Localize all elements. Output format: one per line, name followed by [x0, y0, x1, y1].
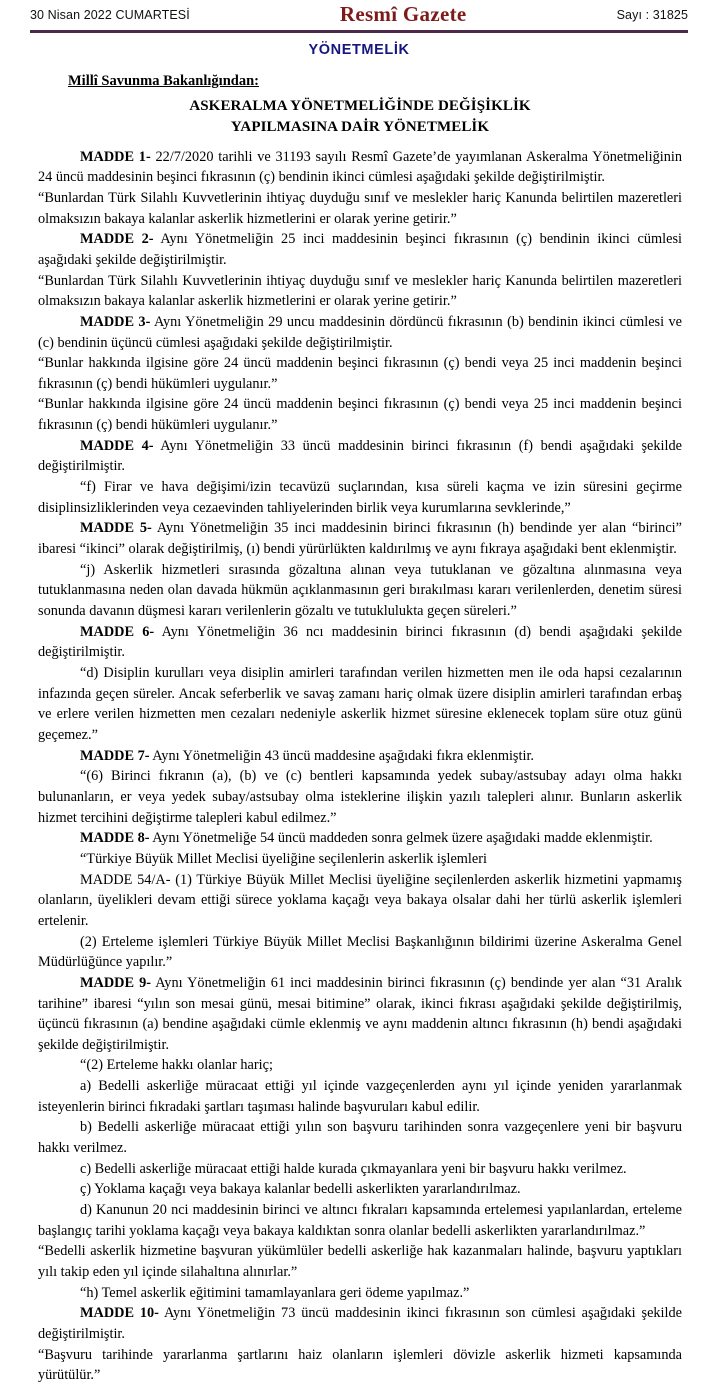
madde-2-label: MADDE 2-: [80, 231, 154, 248]
madde-8: [38, 828, 682, 849]
article-list: [38, 147, 682, 1386]
madde-3-label: MADDE 3-: [80, 313, 151, 330]
madde-3-quote-2: [38, 394, 682, 435]
madde-7-quote: [38, 766, 682, 828]
madde-1-label: MADDE 1-: [80, 148, 151, 165]
madde-54a-1: [38, 870, 682, 932]
issuing-authority: Millî Savunma Bakanlığından:: [68, 73, 259, 89]
madde-9-d-text: d) Kanunun 20 nci maddesinin birinci ve altıncı fıkraları kapsamında ertelemesi yapılanlardan, erteleme başlangıç tarihi yoklama kaçağı veya bakaya kaldıktan sonra olanlar bedelli askerlikten yararlandırılmaz.”: [38, 1202, 682, 1239]
madde-54a-1-text: MADDE 54/A- (1) Türkiye Büyük Millet Meclisi üyeliğine seçilenlerden askerlik hizmetini yapmamış olanların, üyelikleri devam ettiği sürece yoklama kaçağı veya bakaya olsalar dahi her türlü askerlik işlemleri ertelenir.: [38, 871, 682, 929]
madde-9-quote-3: [38, 1241, 682, 1282]
madde-4-quote-text: “f) Firar ve hava değişimi/izin tecavüzü suçlarından, kısa süreli kaçma ve izin süresini geçirme disiplinsizliklerinden veya cezaevinden tahliyelerinden birlik veya kurumlarına sevklerinde,”: [38, 479, 682, 516]
publication-date: 30 Nisan 2022 CUMARTESİ: [30, 7, 190, 22]
madde-54a-2: [38, 932, 682, 973]
madde-9-c-cedilla-text: ç) Yoklama kaçağı veya bakaya kalanlar bedelli askerlikten yararlandırılmaz.: [80, 1181, 521, 1198]
madde-9-c-cedilla: [38, 1179, 682, 1200]
issuer-line: [38, 72, 682, 94]
document-title: [38, 96, 682, 139]
madde-9-a-text: a) Bedelli askerliğe müracaat ettiği yıl içinde vazgeçenlerden aynı yıl içinde yeniden yararlanmak isteyenlerin birinci fıkradaki şartları taşıması halinde başvuruları kabul edilir.: [38, 1078, 682, 1115]
madde-10-label: MADDE 10-: [80, 1305, 159, 1322]
madde-9-d: [38, 1200, 682, 1241]
madde-7: [38, 746, 682, 767]
madde-2-text: Aynı Yönetmeliğin 25 inci maddesinin beşinci fıkrasının (ç) bendinin ikinci cümlesi aşağıdaki şekilde değiştirilmiştir.: [38, 231, 682, 268]
madde-9-label: MADDE 9-: [80, 974, 151, 991]
madde-9-c: [38, 1159, 682, 1180]
madde-10-text: Aynı Yönetmeliğin 73 üncü maddesinin ikinci fıkrasının son cümlesi aşağıdaki şekilde değiştirilmiştir.: [38, 1305, 682, 1342]
madde-8-subtitle: [38, 849, 682, 870]
madde-9-b-text: b) Bedelli askerliğe müracaat ettiği yılın son başvuru tarihinden sonra vazgeçenlere yeni bir başvuru hakkı verilmez.: [38, 1119, 682, 1157]
madde-7-label: MADDE 7-: [80, 747, 150, 764]
madde-4-text: Aynı Yönetmeliğin 33 üncü maddesinin birinci fıkrasının (f) bendi aşağıdaki şekilde değiştirilmiştir.: [38, 437, 682, 475]
madde-6-label: MADDE 6-: [80, 623, 155, 640]
madde-5-label: MADDE 5-: [80, 520, 152, 537]
madde-8-text: Aynı Yönetmeliğe 54 üncü maddeden sonra gelmek üzere aşağıdaki madde eklenmiştir.: [149, 830, 653, 847]
madde-9: [38, 973, 682, 1056]
madde-5-quote: [38, 560, 682, 622]
madde-1: [38, 147, 682, 188]
madde-5: [38, 518, 682, 559]
issue-number: Sayı : 31825: [616, 7, 688, 22]
document-body: [0, 72, 718, 1386]
madde-1-text: 22/7/2020 tarihli ve 31193 sayılı Resmî Gazete’de yayımlanan Askeralma Yönetmeliğinin 24 üncü maddesinin beşinci fıkrasının (ç) bendinin ikinci cümlesi aşağıdaki şekilde değiştirilmiştir.: [38, 148, 682, 186]
madde-2-quote: [38, 271, 682, 312]
madde-6-quote-text: “d) Disiplin kurulları veya disiplin amirleri tarafından verilen hizmetten men ile oda hapsi cezalarının infazında geçen süreler. Ancak seferberlik ve savaş zamanı hariç olmak üzere disiplin amirleri tarafından erbaş ve erlere verilen hizmetten men cezaları nedeniyle askerlik hizmet süresine eklenecek toplam süre otuz günü geçemez.”: [38, 665, 682, 743]
madde-7-text: Aynı Yönetmeliğin 43 üncü maddesine aşağıdaki fıkra eklenmiştir.: [149, 747, 534, 764]
madde-8-subtitle-text: “Türkiye Büyük Millet Meclisi üyeliğine seçilenlerin askerlik işlemleri: [80, 850, 487, 867]
madde-9-h-text: “h) Temel askerlik eğitimini tamamlayanlara geri ödeme yapılmaz.”: [80, 1284, 470, 1301]
madde-9-b: [38, 1117, 682, 1158]
madde-2: [38, 229, 682, 270]
madde-3-text: Aynı Yönetmeliğin 29 uncu maddesinin dördüncü fıkrasının (b) bendinin ikinci cümlesi ve (c) bendinin üçüncü cümlesi aşağıdaki şekilde değiştirilmiştir.: [38, 313, 682, 351]
madde-3: [38, 312, 682, 353]
madde-2-quote-text: “Bunlardan Türk Silahlı Kuvvetlerinin ihtiyaç duyduğu sınıf ve meslekler hariç Kanunda belirtilen mazeretleri olmaksızın bakaya kalanlar askerlik hizmetlerini er olarak yerine getirir.”: [38, 272, 682, 310]
madde-3-quote-1-text: “Bunlar hakkında ilgisine göre 24 üncü maddenin beşinci fıkrasının (ç) bendi veya 25 inci maddenin beşinci fıkrasının (ç) bendi hükümleri uygulanır.”: [38, 355, 682, 392]
madde-4-quote: [38, 477, 682, 518]
section-heading: YÖNETMELİK: [308, 42, 410, 58]
document-title-line-2: YAPILMASINA DAİR YÖNETMELİK: [230, 119, 490, 136]
madde-9-quote-3-text: “Bedelli askerlik hizmetine başvuran yükümlüler bedelli askerliğe hak kazanmaları halinde, başvuru yaptıkları yılı takip eden yıl içinde silahaltına alınırlar.”: [38, 1243, 682, 1281]
madde-54a-2-text: (2) Erteleme işlemleri Türkiye Büyük Millet Meclisi Başkanlığının bildirimi üzerine Askeralma Genel Müdürlüğünce yapılır.”: [38, 933, 682, 971]
madde-9-text: Aynı Yönetmeliğin 61 inci maddesinin birinci fıkrasının (ç) bendinde yer alan “31 Aralık tarihine” ibaresi “yılın son mesai günü, mesai bitimine” olarak, ikinci fıkrası aşağıdaki şekilde değiştirilmiş, üçüncü fıkrasının (a) bendine aşağıdaki cümle eklenmiş ve aynı maddenin altıncı fıkrasının (h) bendi aşağıdaki şekilde değiştirilmiştir.: [38, 974, 682, 1053]
madde-9-c-text: c) Bedelli askerliğe müracaat ettiği halde kurada çıkmayanlara yeni bir başvuru hakkı verilmez.: [80, 1160, 627, 1177]
gazette-title: Resmî Gazete: [339, 2, 467, 26]
madde-9-h: [38, 1283, 682, 1304]
madde-10-quote: [38, 1345, 682, 1386]
madde-9-a: [38, 1076, 682, 1117]
madde-6-text: Aynı Yönetmeliğin 36 ncı maddesinin birinci fıkrasının (d) bendi aşağıdaki şekilde değiştirilmiştir.: [38, 623, 682, 661]
masthead: [0, 0, 718, 26]
madde-4: [38, 436, 682, 477]
madde-9-quote-2-text: “(2) Erteleme hakkı olanlar hariç;: [80, 1057, 273, 1074]
madde-8-label: MADDE 8-: [80, 830, 150, 847]
madde-1-quote-text: “Bunlardan Türk Silahlı Kuvvetlerinin ihtiyaç duyduğu sınıf ve meslekler hariç Kanunda belirtilen mazeretleri olmaksızın bakaya kalanlar askerlik hizmetlerini er olarak yerine getirir.”: [38, 189, 682, 227]
document-title-line-1: ASKERALMA YÖNETMELİĞİNDE DEĞİŞİKLİK: [189, 98, 531, 114]
madde-10-quote-text: “Başvuru tarihinde yararlanma şartlarını haiz olanların işlemleri dövizle askerlik hizmeti kapsamında yürütülür.”: [38, 1346, 682, 1384]
madde-6-quote: [38, 663, 682, 746]
madde-5-quote-text: “j) Askerlik hizmetleri sırasında gözaltına alınan veya tutuklanan ve gözaltına alınmasına veya tutuklanmasına neden olan davada hükmün açıklanmasının geri bırakılması kararı verilenlerden, denetim süresi sonunda davanın düşmesi kararı verilenlerin gözaltı ve tutuklulukta geçen süreleri.”: [38, 561, 682, 620]
madde-3-quote-2-text: “Bunlar hakkında ilgisine göre 24 üncü maddenin beşinci fıkrasının (ç) bendi veya 25 inci maddenin beşinci fıkrasının (ç) bendi hükümleri uygulanır.”: [38, 396, 682, 434]
madde-1-quote: [38, 188, 682, 229]
madde-4-label: MADDE 4-: [80, 437, 154, 454]
madde-10: [38, 1303, 682, 1344]
masthead-divider: [30, 30, 688, 33]
madde-5-text: Aynı Yönetmeliğin 35 inci maddesinin birinci fıkrasının (h) bendinde yer alan “birinci” ibaresi “ikinci” olarak değiştirilmiş, (ı) bendi yürürlükten kaldırılmış ve aynı fıkraya aşağıdaki bent eklenmiştir.: [38, 520, 682, 558]
madde-7-quote-text: “(6) Birinci fıkranın (a), (b) ve (c) bentleri kapsamında yedek subay/astsubay adayı olma hakkı bulunanların, er veya yedek subay/astsubay olma isteklerine ilişkin yazılı talepleri alınır. Bunların askerlik hizmet tercihini değiştirme talepleri kabul edilmez.”: [38, 768, 682, 826]
madde-3-quote-1: [38, 353, 682, 394]
madde-6: [38, 622, 682, 663]
madde-9-quote-2: [38, 1055, 682, 1076]
